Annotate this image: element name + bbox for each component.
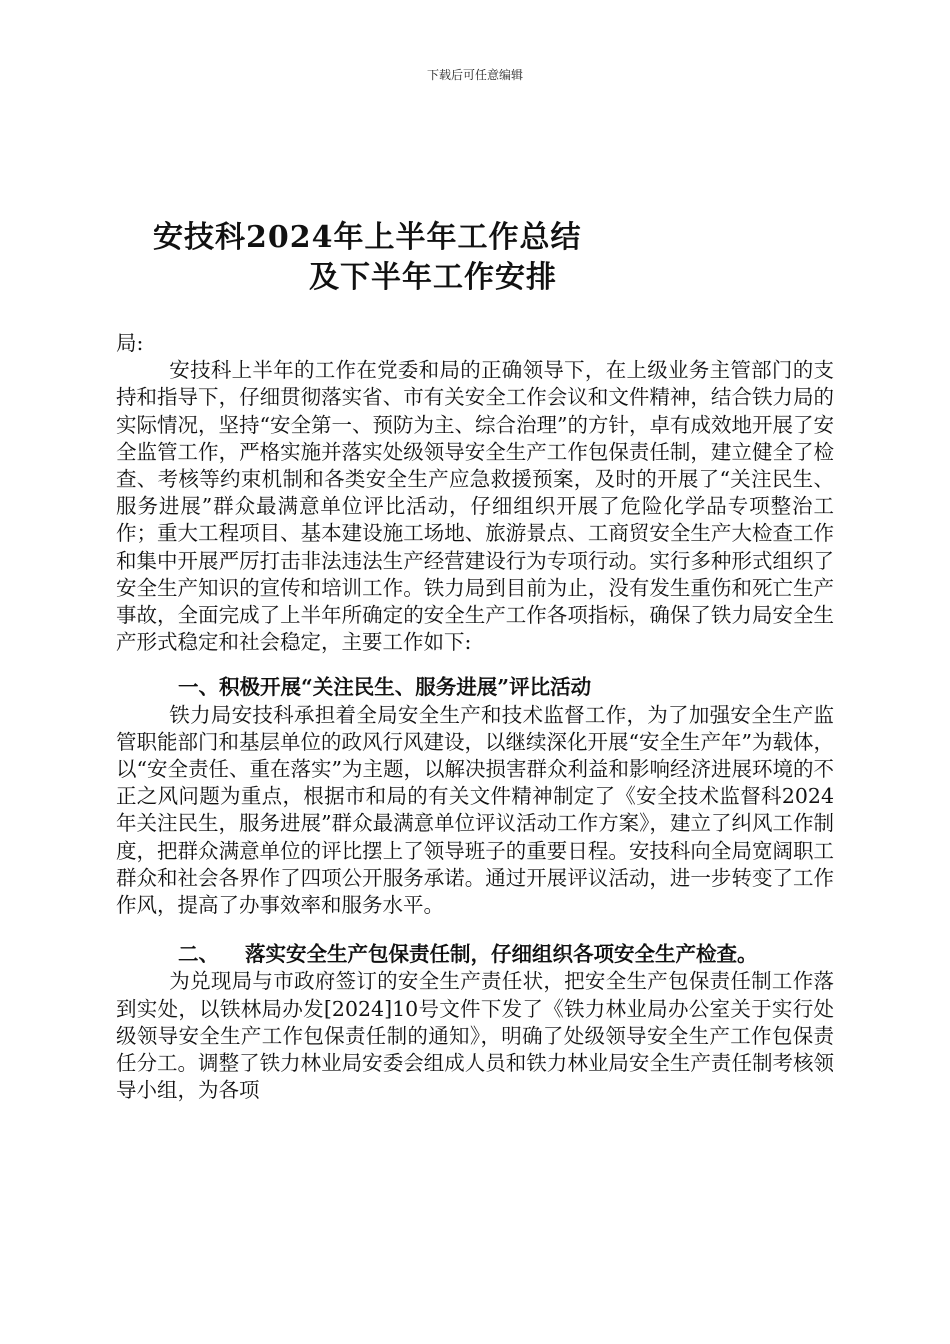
document-title-line1: 安技科2024年上半年工作总结 <box>153 220 582 255</box>
document-title-line2: 及下半年工作安排 <box>309 260 557 295</box>
intro-paragraph: 安技科上半年的工作在党委和局的正确领导下，在上级业务主管部门的支持和指导下，仔细贯彻落实省、市有关安全工作会议和文件精神，结合铁力局的实际情况，坚持“安全第一、预防为主、综合治理”的方针，卓有成效地开展了安全监管工作，严格实施并落实处级领导安全生产工作包保责任制，建立健全了检查、考核等约束机制和各类安全生产应急救援预案，及时的开展了“关注民生、服务进展”群众最满意单位评比活动，仔细组织开展了危险化学品专项整治工作；重大工程项目、基本建设施工场地、旅游景点、工商贸安全生产大检查工作和集中开展严厉打击非法违法生产经营建设行为专项行动。实行多种形式组织了安全生产知识的宣传和培训工作。铁力局到目前为止，没有发生重伤和死亡生产事故，全面完成了上半年所确定的安全生产工作各项指标，确保了铁力局安全生产形式稳定和社会稳定，主要工作如下: <box>116 358 834 655</box>
section2-heading-text: 落实安全生产包保责任制，仔细组织各项安全生产检查。 <box>245 942 758 967</box>
section2-heading <box>116 941 834 968</box>
section1-paragraph: 铁力局安技科承担着全局安全生产和技术监督工作，为了加强安全生产监管职能部门和基层单位的政风行风建设，以继续深化开展“安全生产年”为载体，以“安全责任、重在落实”为主题，以解决损害群众利益和影响经济进展环境的不正之风问题为重点，根据市和局的有关文件精神制定了《安全技术监督科2024年关注民生，服务进展”群众最满意单位评议活动工作方案》，建立了纠风工作制度，把群众满意单位的评比摆上了领导班子的重要日程。安技科向全局宽阔职工群众和社会各界作了四项公开服务承诺。通过开展评议活动，进一步转变了工作作风，提高了办事效率和服务水平。 <box>116 702 834 918</box>
section2-number: 二、 <box>178 942 219 967</box>
section2-paragraph: 为兑现局与市政府签订的安全生产责任状，把安全生产包保责任制工作落到实处，以铁林局办发[2024]10号文件下发了《铁力林业局办公室关于实行处级领导安全生产工作包保责任制的通知》，明确了处级领导安全生产工作包保责任分工。调整了铁力林业局安委会组成人员和铁力林业局安全生产责任制考核领导小组，为各项 <box>116 969 834 1103</box>
section1-heading: 一、积极开展“关注民生、服务进展”评比活动 <box>178 675 592 700</box>
header-note: 下载后可任意编辑 <box>426 68 523 82</box>
document-body <box>116 330 834 1104</box>
salutation: 局: <box>116 331 144 355</box>
